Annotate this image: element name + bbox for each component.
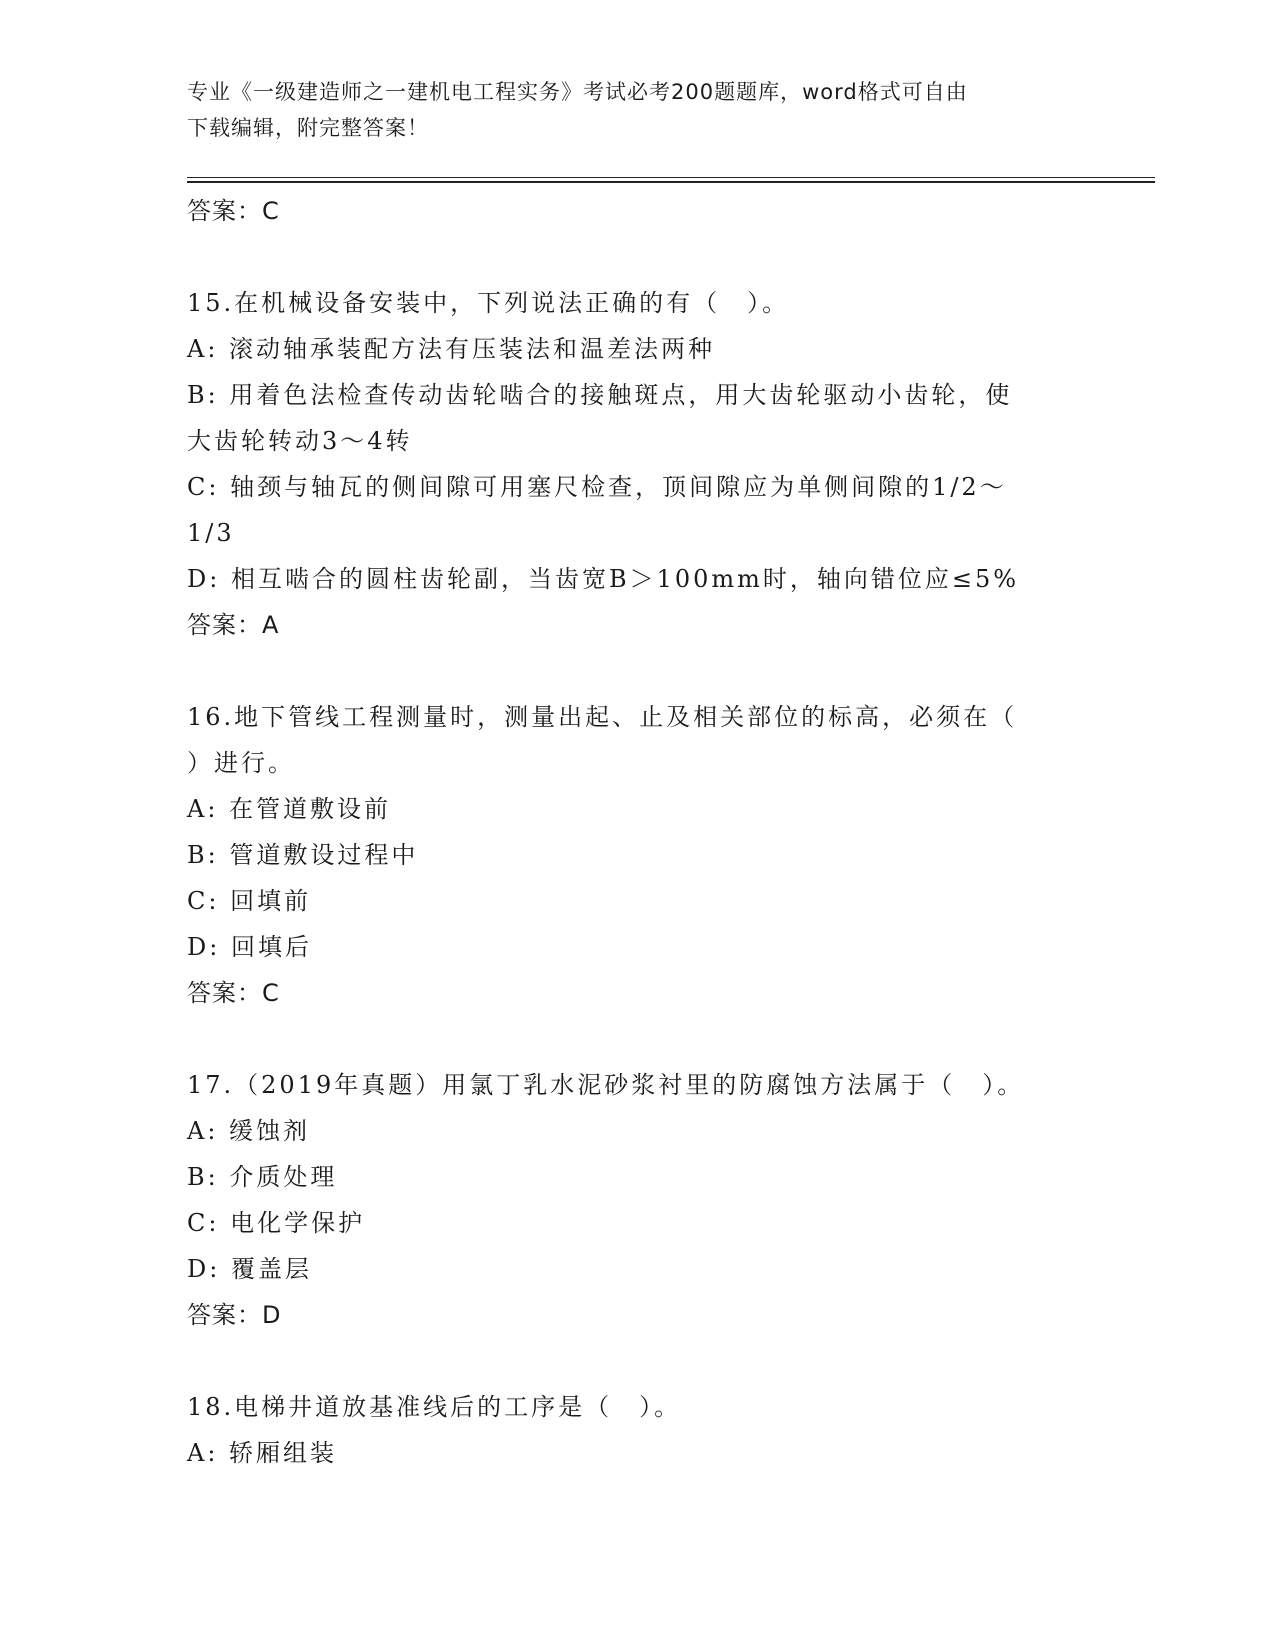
question-block [187,1384,1087,1476]
question-stem-continued: ）进行。 [187,749,295,777]
answer-line: 答案：C [187,979,280,1007]
document-header [187,74,1087,146]
option-a: A: 滚动轴承装配方法有压装法和温差法两种 [187,335,716,363]
answer-line: 答案：D [187,1301,282,1329]
question-block [187,694,1087,1016]
question-stem: 16.地下管线工程测量时，测量出起、止及相关部位的标高，必须在（ [187,703,1018,731]
option-a: A: 轿厢组装 [187,1439,338,1467]
option-b: B: 管道敷设过程中 [187,841,419,869]
option-d: D: 覆盖层 [187,1255,312,1283]
option-c: C: 轴颈与轴瓦的侧间隙可用塞尺检查，顶间隙应为单侧间隙的1/2～ [187,473,1007,501]
answer-line: 答案：A [187,611,280,639]
header-rule-thin [187,177,1155,178]
question-list [187,188,1087,1476]
header-line-2: 下载编辑，附完整答案！ [187,116,429,140]
header-rule-thick [187,181,1155,183]
answer-line: 答案：C [187,197,280,225]
option-b: B: 介质处理 [187,1163,338,1191]
option-c: C: 电化学保护 [187,1209,366,1237]
option-a: A: 缓蚀剂 [187,1117,311,1145]
question-stem: 17.（2019年真题）用氯丁乳水泥砂浆衬里的防腐蚀方法属于（ ）。 [187,1071,1025,1099]
header-line-1: 专业《一级建造师之一建机电工程实务》考试必考200题题库，word格式可自由 [187,80,968,104]
option-b-continued: 大齿轮转动3～4转 [187,427,413,455]
question-block [187,280,1087,648]
option-d: D: 回填后 [187,933,312,961]
option-a: A: 在管道敷设前 [187,795,392,823]
question-stem: 18.电梯井道放基准线后的工序是（ ）。 [187,1393,682,1421]
option-b: B: 用着色法检查传动齿轮啮合的接触斑点，用大齿轮驱动小齿轮，使 [187,381,1013,409]
option-c-continued: 1/3 [187,519,235,547]
question-block [187,1062,1087,1338]
option-d: D: 相互啮合的圆柱齿轮副，当齿宽B＞100mm时，轴向错位应≤5% [187,565,1020,593]
question-stem: 15.在机械设备安装中，下列说法正确的有（ ）。 [187,289,790,317]
option-c: C: 回填前 [187,887,312,915]
